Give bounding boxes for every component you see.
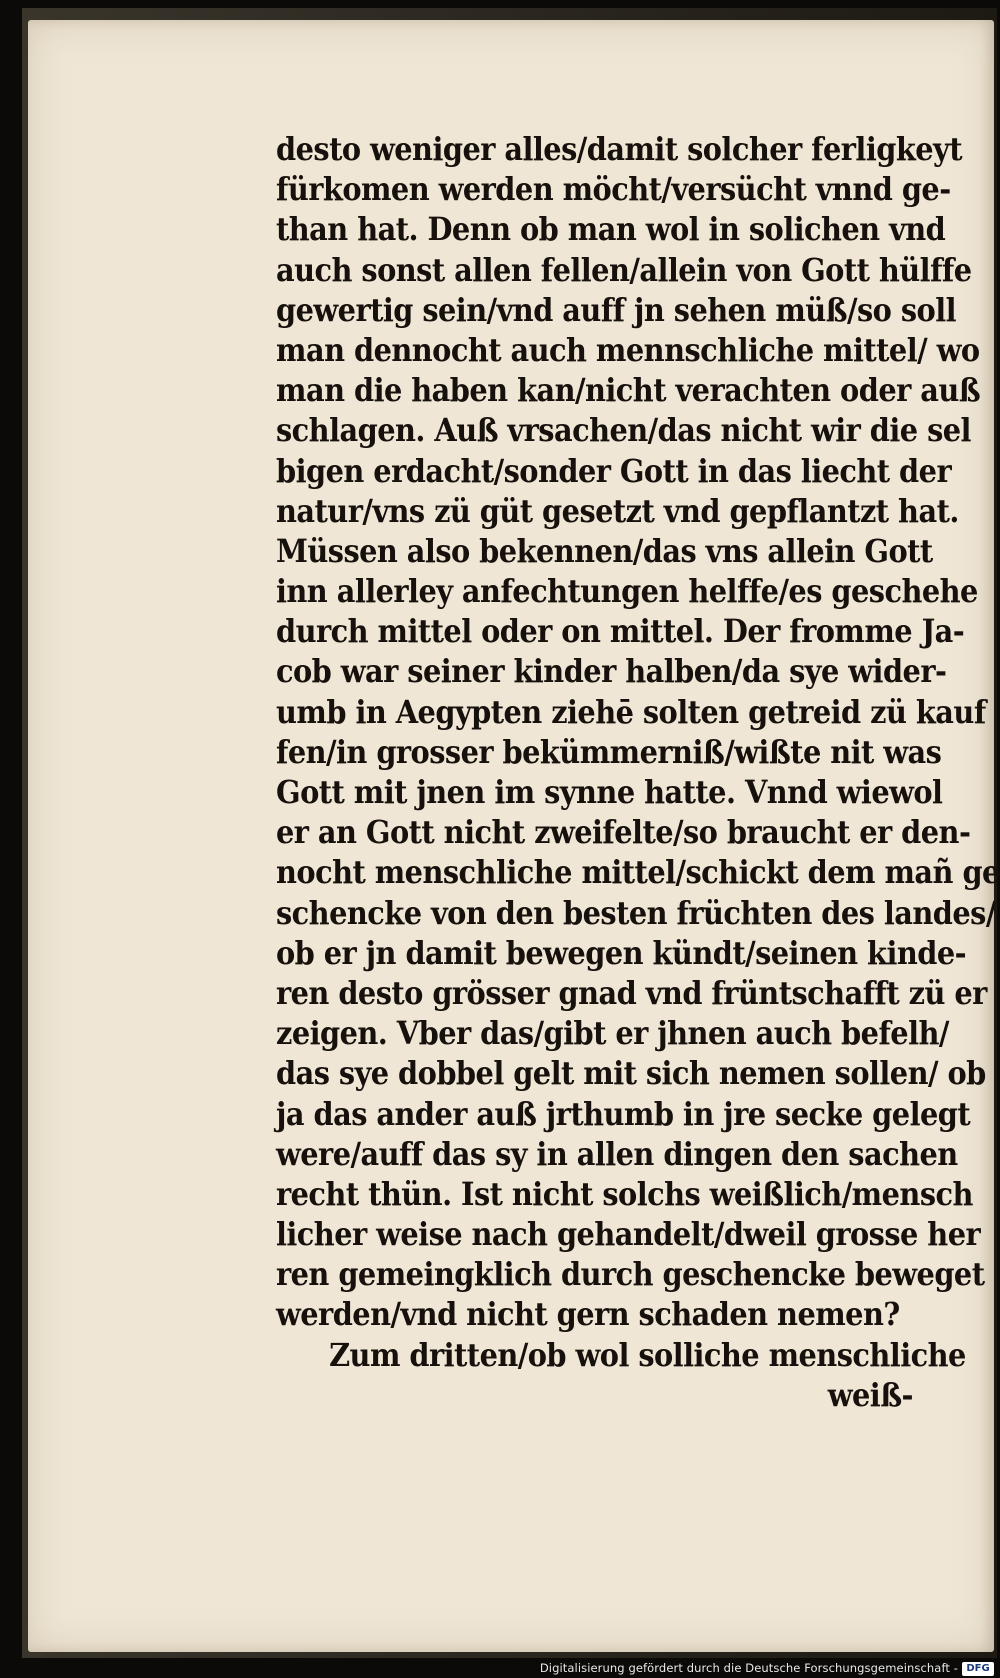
text-line: bigen erdacht/sonder Gott in das liecht der: [276, 452, 952, 490]
text-line: natur/vns zü güt gesetzt vnd gepflantzt hat.: [276, 492, 959, 530]
text-line: cob war seiner kinder halben/da sye wider-: [276, 653, 947, 691]
text-line: schlagen. Auß vrsachen/das nicht wir die sel: [276, 412, 971, 450]
text-line: than hat. Denn ob man wol in solichen vnd: [276, 211, 946, 249]
text-line: Müssen also bekennen/das vns allein Gott: [276, 532, 933, 570]
text-block: [276, 130, 1000, 1416]
text-line: ob er jn damit bewegen kündt/seinen kinde-: [276, 934, 967, 972]
text-line: umb in Aegypten ziehē solten getreid zü kauf: [276, 693, 986, 731]
footer-credit: Digitalisierung gefördert durch die Deutsche Forschungsgemeinschaft -: [539, 1661, 958, 1675]
text-line: nocht menschliche mittel/schickt dem mañ ge: [276, 854, 1000, 892]
text-line: zeigen. Vber das/gibt er jhnen auch befelh/: [276, 1015, 949, 1053]
book-page: [28, 20, 1000, 1652]
text-line: er an Gott nicht zweifelte/so braucht er den-: [276, 814, 971, 852]
text-line: fürkomen werden möcht/versücht vnnd ge-: [276, 171, 951, 209]
text-line: auch sonst allen fellen/allein von Gott hülffe: [276, 251, 972, 289]
text-line: ja das ander auß jrthumb in jre secke gelegt: [276, 1095, 971, 1133]
text-line: fen/in grosser bekümmerniß/wißte nit was: [276, 733, 942, 771]
text-line: das sye dobbel gelt mit sich nemen sollen/ ob: [276, 1055, 986, 1093]
paragraph-start-line: Zum dritten/ob wol solliche menschliche: [329, 1336, 966, 1374]
text-line: inn allerley anfechtungen helffe/es geschehe: [276, 573, 978, 611]
catchword: weiß-: [827, 1376, 913, 1414]
text-line: were/auff das sy in allen dingen den sachen: [276, 1135, 958, 1173]
text-line: ren desto grösser gnad vnd früntschafft zü er: [276, 974, 987, 1012]
text-line: recht thün. Ist nicht solchs weißlich/mensch: [276, 1175, 973, 1213]
dfg-logo: DFG: [962, 1662, 994, 1676]
text-line: durch mittel oder on mittel. Der fromme Ja-: [276, 613, 965, 651]
text-line: werden/vnd nicht gern schaden nemen?: [276, 1296, 900, 1334]
text-line: schencke von den besten früchten des landes/: [276, 894, 996, 932]
text-line: desto weniger alles/damit solcher ferligkeyt: [276, 131, 962, 168]
text-line: licher weise nach gehandelt/dweil grosse her: [276, 1216, 981, 1254]
text-line: Gott mit jnen im synne hatte. Vnnd wiewol: [276, 774, 943, 811]
text-line: man dennocht auch mennschliche mittel/ wo: [276, 331, 980, 369]
text-line: ren gemeingklich durch geschencke beweget: [276, 1256, 985, 1294]
text-line: gewertig sein/vnd auff jn sehen müß/so soll: [276, 291, 957, 329]
text-line: man die haben kan/nicht verachten oder auß: [276, 372, 981, 410]
